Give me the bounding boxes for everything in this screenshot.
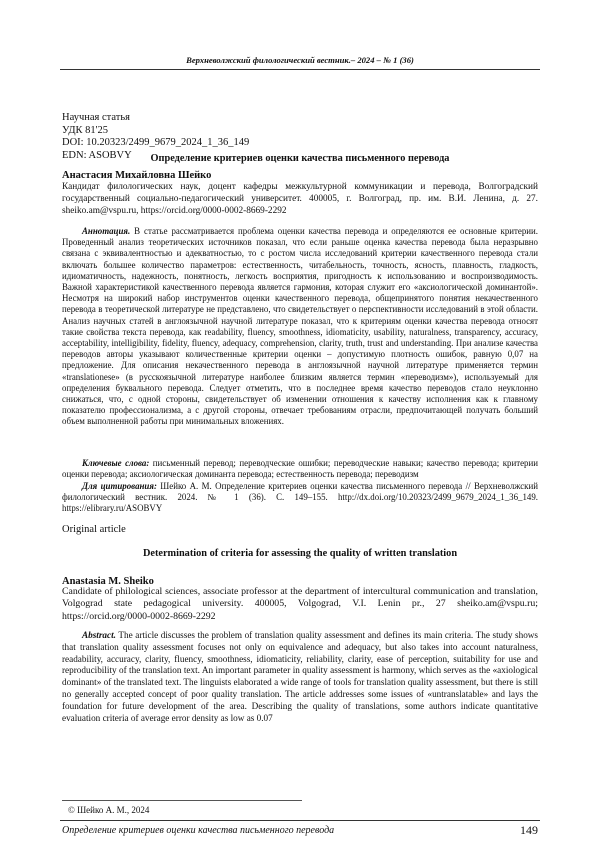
ru-keywords xyxy=(62,458,538,480)
ru-title: Определение критериев оценки качества письменного перевода xyxy=(150,153,450,164)
ru-abstract-label: Аннотация. xyxy=(82,226,131,236)
ru-keywords-text: письменный перевод; переводческие ошибки; переводческие навыки; качество перевода; критерии оценки перевода; аксиологическая доминанта перевода; естественность перевода; переводизм xyxy=(62,458,538,480)
running-header: Верхневолжский филологический вестник.– 2024 – № 1 (36) xyxy=(186,55,414,65)
ru-citation xyxy=(62,481,538,515)
en-abstract-label: Abstract. xyxy=(82,630,116,640)
header-rule xyxy=(60,69,540,70)
udk: УДК 81'25 xyxy=(62,124,109,136)
doi: DOI: 10.20323/2499_9679_2024_1_36_149 xyxy=(62,137,250,148)
ru-keywords-label: Ключевые слова: xyxy=(82,458,150,468)
edn: EDN: ASOBVY xyxy=(62,149,132,161)
ru-citation-text: Шейко А. М. Определение критериев оценки качества письменного перевода // Верхневолжский филологический вестник. 2024. № 1 (36). С. 149–155. http://dx.doi.org/10.20323/2499_9679_2024_1_36_149. https://elibrary.ru/ASOBVY xyxy=(62,481,538,514)
page-number: 149 xyxy=(520,823,538,837)
footer-title: Определение критериев оценки качества письменного перевода xyxy=(62,825,335,836)
en-abstract-text: The article discusses the problem of translation quality assessment and defines its main criteria. The study shows that translation quality assessment focuses not only on equivalence and adequacy, but also takes into account naturalness, readability, accuracy, clarity, fluency, smoothness, idiomaticity, reliability, clarity, ease of perception, suitability for use and reproducibility of the translation text. An important parameter in quality assessment is harmony, which serves as the «axiological dominant» of the translated text. The linguists elaborated a wide range of tools for translation quality assessment, but there is still no generally accepted concept of poor quality translation. The article addresses some issues of «untranslatable» and lays the foundation for future development of the area. Describing the quality of translations, some authors indicate quantitative evaluation criteria of average error density as low as 0.07 xyxy=(62,630,538,723)
copyright-footnote: © Шейко А. М., 2024 xyxy=(68,805,150,815)
en-author: Anastasia M. Sheiko xyxy=(62,576,154,587)
ru-affiliation: Кандидат филологических наук, доцент кафедры межкультурной коммуникации и перевода, Волгоградский государственный социально-педагогический университет. 400005, г. Волгоград, пр. им. В.И. Ленина, д. 27. sheiko.am@vspu.ru, https://orcid.org/0000-0002-8669-2292 xyxy=(62,182,538,216)
en-article-type: Original article xyxy=(62,524,126,535)
ru-abstract-text: В статье рассматривается проблема оценки качества перевода и определяются ее основные критерии. Проведенный анализ теоретических источников показал, что если раньше оценка качества перевода была неразрывно связана с эквивалентностью и адекватностью, то с ростом числа исследований критерии качественного перевода стали включать большее количество параметров: естественность, читабельность, точность, ясность, плавность, гладкость, идиоматичность, надежность, понятность, легкость восприятия, пригодность к использованию и воспроизводимость. Важной характеристикой качественного перевода является гармония, которая служит его «аксиологической доминантой». Несмотря на широкий набор инструментов оценки качественного перевода, общепринятого понятия некачественного перевода в теоретической литературе не представлено, что свидетельствует о перспективности исследований в этой области. Анализ научных статей в англоязычной научной литературе показал, что к критериям оценки качества перевода относят такие свойства текста перевода, как readability, fluency, smoothness, idiomaticity, usability, naturalness, transparency, accuracy, acceptability, intelligibility, fidelity, fluency, adequacy, comprehension, clarity, truth, trust and understanding. При анализе качества переводов авторы указывают количественные критерии оценки – допустимую плотность ошибок, равную 0,07 на предложение. Для описания некачественного перевода в англоязычной научной литературе применяется термин «translationese» (в русскоязычной литературе наиболее близким является термин «переводизм»), используемый для определения буквального перевода. Следует отметить, что в последнее время качество переводов стало неуклонно снижаться, что, с одной стороны, свидетельствует об изменении отношения к качеству исполнения как к главному показателю профессионализма, а с другой стороны, отвечает требованиям отрасли, предпочитающей получать больший объем выполненной работы при минимальных вложениях. xyxy=(62,226,538,427)
en-title: Determination of criteria for assessing the quality of written translation xyxy=(142,548,458,559)
article-type: Научная статья xyxy=(62,112,130,123)
footer-rule xyxy=(60,820,540,821)
ru-abstract xyxy=(62,226,538,428)
ru-citation-label: Для цитирования: xyxy=(82,481,157,491)
en-affiliation: Candidate of philological sciences, associate professor at the department of intercultural communication and translation, Volgograd state pedagogical university. 400005, Volgograd, V.I. Lenin pr., 27 sheiko.am@vspu.ru; https://orcid.org/0000-0002-8669-2292 xyxy=(62,586,538,622)
en-abstract xyxy=(62,630,538,724)
ru-author: Анастасия Михайловна Шейко xyxy=(62,170,212,181)
footnote-rule xyxy=(62,800,302,801)
